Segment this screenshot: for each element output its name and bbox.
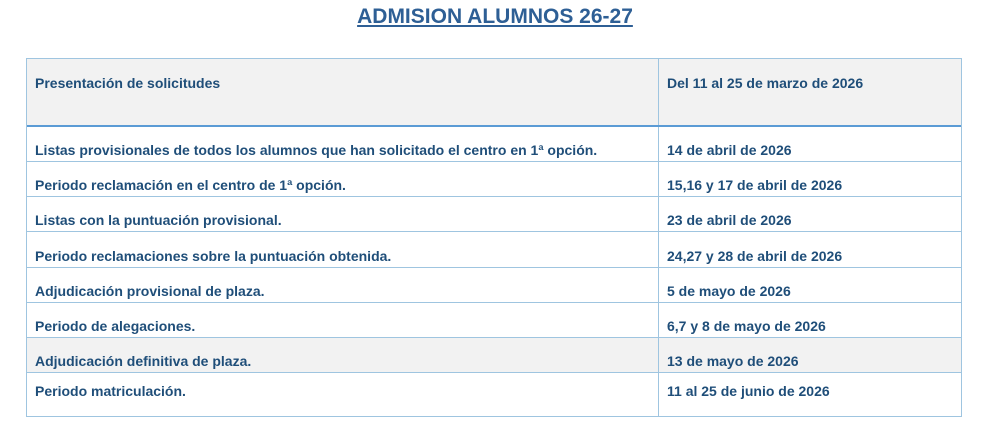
row-date: 15,16 y 17 de abril de 2026 — [667, 177, 843, 193]
row-label: Listas provisionales de todos los alumnos que han solicitado el centro en 1ª opción. — [27, 127, 659, 161]
row-label: Listas con la puntuación provisional. — [27, 197, 659, 231]
row-date: 11 al 25 de junio de 2026 — [667, 383, 830, 399]
table-header-row — [27, 59, 961, 125]
row-label: Periodo reclamaciones sobre la puntuación obtenida. — [27, 232, 659, 267]
row-date: 14 de abril de 2026 — [667, 142, 792, 158]
row-date: 24,27 y 28 de abril de 2026 — [667, 248, 843, 264]
table-row — [27, 196, 961, 231]
row-date: 6,7 y 8 de mayo de 2026 — [667, 318, 826, 334]
row-date: 13 de mayo de 2026 — [667, 353, 799, 369]
table-row — [27, 125, 961, 161]
row-label: Periodo de alegaciones. — [27, 303, 659, 337]
row-date: 5 de mayo de 2026 — [667, 283, 791, 299]
row-label: Adjudicación provisional de plaza. — [27, 268, 659, 302]
schedule-table — [26, 58, 962, 417]
table-row — [27, 161, 961, 196]
table-row — [27, 302, 961, 337]
row-label: Periodo matriculación. — [27, 373, 659, 416]
header-date: Del 11 al 25 de marzo de 2026 — [667, 75, 864, 91]
page-title — [0, 4, 990, 30]
page-title-text: ADMISION ALUMNOS 26-27 — [357, 5, 633, 28]
table-row — [27, 231, 961, 267]
row-label: Adjudicación definitiva de plaza. — [27, 338, 659, 372]
row-label: Periodo reclamación en el centro de 1ª opción. — [27, 162, 659, 196]
header-label: Presentación de solicitudes — [27, 59, 659, 125]
table-row — [27, 337, 961, 372]
table-row — [27, 372, 961, 416]
table-row — [27, 267, 961, 302]
row-date: 23 de abril de 2026 — [667, 212, 792, 228]
